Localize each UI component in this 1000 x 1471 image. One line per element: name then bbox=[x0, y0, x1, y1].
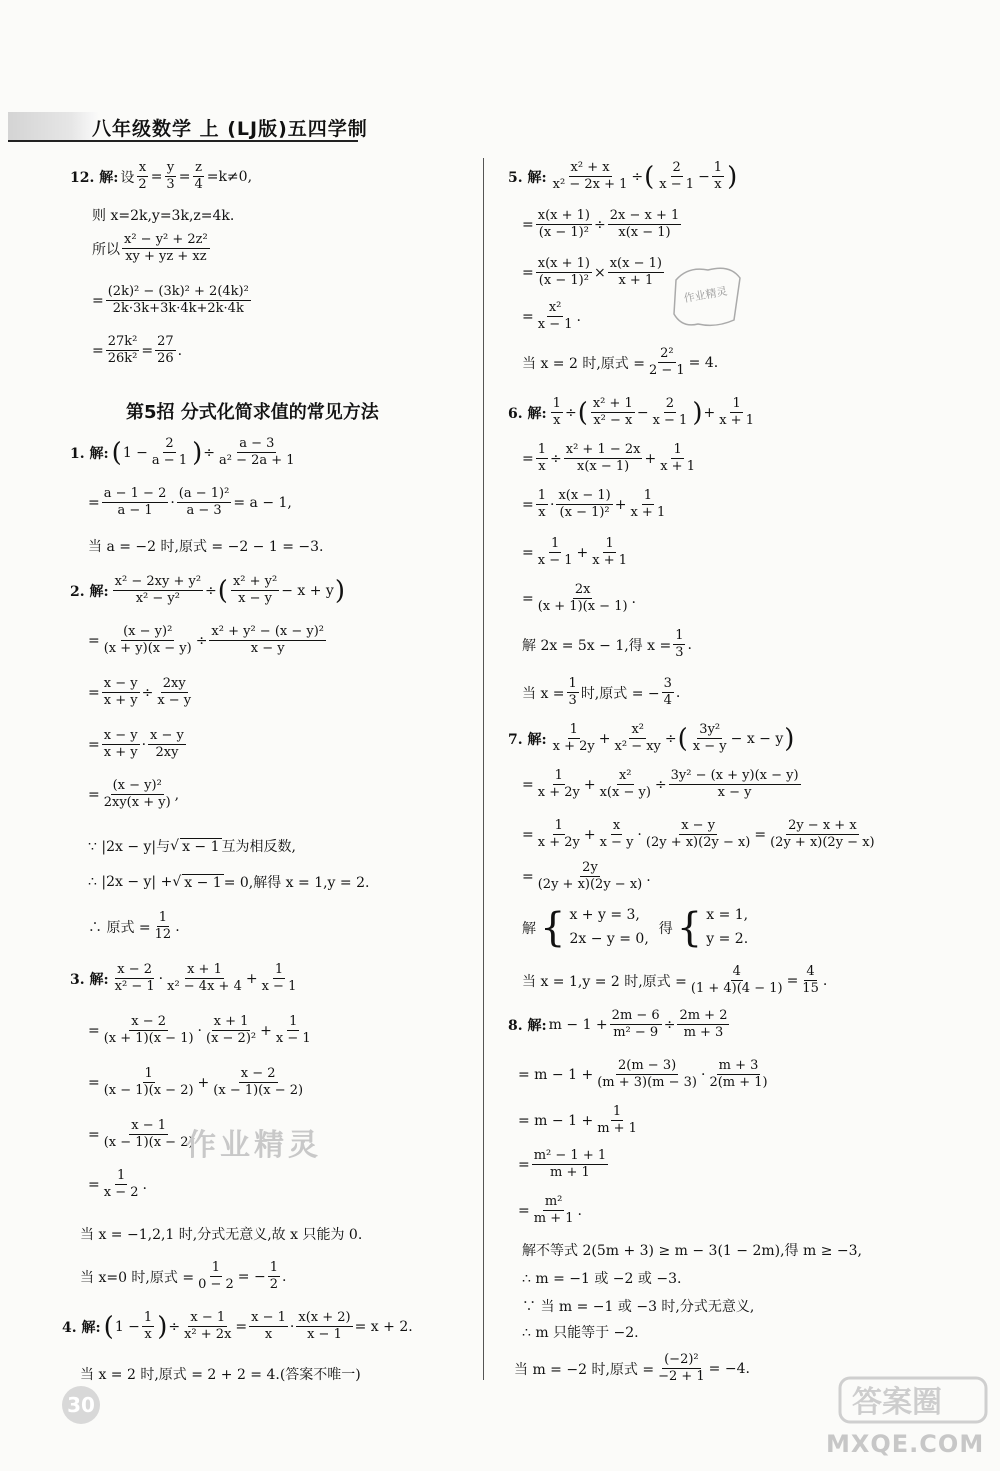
problem-8-line-3: = m − 1 + $\frac{1}{m + 1}$ bbox=[518, 1104, 637, 1137]
problem-6-line-6: 解 2x = 5x − 1,得 x = $\frac{1}{3}$ . bbox=[522, 628, 692, 661]
problem-8-line-8: ∵ 当 m = −1 或 −3 时,分式无意义, bbox=[522, 1299, 755, 1315]
problem-1-line-2: = $\frac{a - 1 - 2}{a - 1}$ · $\frac{\text{(a − 1)²}}{a - 3}$ = a − 1, bbox=[88, 486, 292, 519]
problem-2-line-6: ∵ |2x − y|与 √ x − 1 互为相反数, bbox=[88, 838, 296, 855]
watermark-faint-text: 作业精灵 bbox=[186, 1128, 322, 1163]
problem-3-line-6: 当 x = −1,2,1 时,分式无意义,故 x 只能为 0. bbox=[80, 1227, 363, 1243]
problem-12-line-5: = $\frac{\text{27k²}}{\text{26k²}}$ = $\frac{27}{26}$ . bbox=[92, 334, 183, 367]
problem-6-line-4: = $\frac{1}{x - 1}$ + $\frac{1}{x + 1}$ bbox=[522, 536, 627, 569]
problem-2-line-2: = $\frac{\text{(x − y)²}}{(x + y)(x - y)}$ ÷ $\frac{\text{x² + y² − (x − y)²}}{x - y}$ bbox=[88, 624, 325, 657]
problem-8-line-10: 当 m = −2 时,原式 = $\frac{\text{(−2)²}}{-2 + 1}$ = −4. bbox=[514, 1352, 750, 1385]
problem-8-line-2: = m − 1 + $\frac{2(m - 3)}{(m + 3)(m - 3)}$ · $\frac{m + 3}{2(m + 1)}$ bbox=[518, 1058, 768, 1091]
problem-7-line-5: 解 { x + y = 3, 2x − y = 0, 得 { x = 1, y = 2. bbox=[522, 904, 749, 951]
svg-text:作业精灵: 作业精灵 bbox=[682, 284, 729, 306]
problem-2-line-1: 2. 解: $\frac{\text{x² − 2xy + y²}}{\text{x² − y²}}$ ÷ ( $\frac{\text{x² + y²}}{x - y}$ − x + y ) bbox=[70, 574, 345, 607]
problem-5-line-3: = $\frac{x(x + 1)}{\text{(x − 1)²}}$ × $\frac{x(x - 1)}{x + 1}$ bbox=[522, 256, 662, 289]
problem-6-line-3: = $\frac{1}{x}$ · $\frac{x(x - 1)}{\text{(x − 1)²}}$ + $\frac{1}{x + 1}$ bbox=[522, 488, 666, 521]
problem-5-line-1: 5. 解: $\frac{\text{x² + x}}{\text{x² − 2x + 1}}$ ÷ ( $\frac{2}{x - 1}$ − $\frac{1}{x}$ ) bbox=[508, 160, 738, 193]
problem-2-line-8: ∴ 原式 = $\frac{1}{12}$ . bbox=[88, 910, 180, 943]
watermark-logo bbox=[838, 1374, 988, 1426]
problem-5-line-5: 当 x = 2 时,原式 = $\frac{\text{2²}}{2 - 1}$ = 4. bbox=[522, 346, 719, 379]
problem-4-line-2: 当 x = 2 时,原式 = 2 + 2 = 4.(答案不唯一) bbox=[80, 1367, 361, 1383]
problem-8-line-7: ∴ m = −1 或 −2 或 −3. bbox=[522, 1271, 682, 1287]
page-header-title: 八年级数学 上 (LJ版)五四学制 bbox=[92, 118, 368, 140]
problem-3-line-5: = $\frac{1}{x - 2}$ . bbox=[88, 1168, 147, 1201]
problem-6-line-2: = $\frac{1}{x}$ ÷ $\frac{\text{x² + 1 − 2x}}{x(x - 1)}$ + $\frac{1}{x + 1}$ bbox=[522, 442, 695, 475]
problem-8-line-4: = $\frac{\text{m² − 1 + 1}}{m + 1}$ bbox=[518, 1148, 607, 1181]
problem-12-line-1: 12. 解: 设 $\frac{x}{2}$ = $\frac{y}{3}$ = $\frac{z}{4}$ =k≠0, bbox=[70, 160, 253, 193]
problem-1-line-3: 当 a = −2 时,原式 = −2 − 1 = −3. bbox=[88, 539, 324, 555]
problem-8-line-6: 解不等式 2(5m + 3) ≥ m − 3(1 − 2m),得 m ≥ −3, bbox=[522, 1243, 862, 1259]
section-title: 第5招 分式化简求值的常见方法 bbox=[126, 402, 379, 423]
problem-4-line-1: 4. 解: ( 1 − $\frac{1}{x}$ ) ÷ $\frac{x - 1}{\text{x² + 2x}}$ = $\frac{x - 1}{x}$ · $\frac{x(x + 2)}{x - 1}$ = x + 2. bbox=[62, 1310, 413, 1343]
problem-3-line-7: 当 x=0 时,原式 = $\frac{1}{0 - 2}$ = − $\frac{1}{2}$ . bbox=[80, 1260, 287, 1293]
svg-text:答案圈: 答案圈 bbox=[852, 1385, 942, 1420]
problem-12-line-2: 则 x=2k,y=3k,z=4k. bbox=[92, 208, 235, 224]
problem-6-line-5: = $\frac{2x}{(x + 1)(x - 1)}$ . bbox=[522, 582, 636, 615]
page-number: 30 bbox=[62, 1386, 100, 1424]
stamp-seal bbox=[668, 262, 746, 332]
problem-5-line-4: = $\frac{\text{x²}}{x - 1}$ . bbox=[522, 300, 581, 333]
problem-2-line-3: = $\frac{x - y}{x + y}$ ÷ $\frac{2xy}{x - y}$ bbox=[88, 676, 192, 709]
problem-6-line-7: 当 x = $\frac{1}{3}$ 时,原式 = − $\frac{3}{4}$ . bbox=[522, 676, 681, 709]
problem-7-line-1: 7. 解: $\frac{1}{x + 2y}$ + $\frac{\text{x²}}{\text{x² − xy}}$ ÷ ( $\frac{\text{3y²}}{x - y}$ − x − y ) bbox=[508, 722, 795, 755]
problem-5-line-2: = $\frac{x(x + 1)}{\text{(x − 1)²}}$ ÷ $\frac{2x - x + 1}{x(x - 1)}$ bbox=[522, 208, 680, 241]
problem-3-line-1: 3. 解: $\frac{x - 2}{\text{x² − 1}}$ · $\frac{x + 1}{\text{x² − 4x + 4}}$ + $\frac{1}{x - 1}$ bbox=[70, 962, 297, 995]
problem-number: 12. 解: bbox=[70, 169, 119, 186]
problem-6-line-1: 6. 解: $\frac{1}{x}$ ÷ ( $\frac{\text{x² + 1}}{\text{x² − x}}$ − $\frac{2}{x - 1}$ ) + $\frac{1}{x + 1}$ bbox=[508, 396, 754, 429]
problem-8-line-9: ∴ m 只能等于 −2. bbox=[522, 1325, 639, 1341]
problem-8-line-5: = $\frac{\text{m²}}{m + 1}$ . bbox=[518, 1194, 582, 1227]
problem-12-line-3: 所以 $\frac{\text{x² − y² + 2z²}}{xy + yz + xz}$ bbox=[92, 232, 208, 265]
problem-2-line-4: = $\frac{x - y}{x + y}$ · $\frac{x - y}{2xy}$ bbox=[88, 728, 184, 761]
problem-7-line-4: = $\frac{2y}{(2y + x)(2y - x)}$ . bbox=[522, 860, 651, 893]
problem-3-line-4: = $\frac{x - 1}{(x - 1)(x - 2)}$ bbox=[88, 1118, 194, 1151]
column-divider bbox=[483, 158, 484, 1380]
problem-2-line-5: = $\frac{\text{(x − y)²}}{2xy(x + y)}$ , bbox=[88, 778, 180, 811]
problem-7-line-2: = $\frac{1}{x + 2y}$ + $\frac{\text{x²}}{x(x - y)}$ ÷ $\frac{\text{3y² − (x + y)(x − y)}}{x - y}$ bbox=[522, 768, 799, 801]
problem-3-line-2: = $\frac{x - 2}{(x + 1)(x - 1)}$ · $\frac{x + 1}{\text{(x − 2)²}}$ + $\frac{1}{x - 1}$ bbox=[88, 1014, 311, 1047]
problem-3-line-3: = $\frac{1}{(x - 1)(x - 2)}$ + $\frac{x - 2}{(x - 1)(x - 2)}$ bbox=[88, 1066, 304, 1099]
problem-1-line-1: 1. 解: ( 1 − $\frac{2}{a - 1}$ ) ÷ $\frac{a - 3}{\text{a² − 2a + 1}}$ bbox=[70, 436, 295, 469]
problem-7-line-3: = $\frac{1}{x + 2y}$ + $\frac{x}{x - y}$ · $\frac{x - y}{(2y + x)(2y - x)}$ = $\frac{2y - x + x}{(2y + x)(2y - x)}$ bbox=[522, 818, 875, 851]
watermark-url: MXQE.COM bbox=[826, 1430, 985, 1458]
problem-2-line-7: ∴ |2x − y| + √ x − 1 = 0,解得 x = 1,y = 2. bbox=[88, 874, 370, 891]
problem-7-line-6: 当 x = 1,y = 2 时,原式 = $\frac{4}{(1 + 4)(4 - 1)}$ = $\frac{4}{15}$ . bbox=[522, 964, 828, 997]
problem-12-line-4: = $\frac{\text{(2k)² − (3k)² + 2(4k)²}}{2k\cdot 3k+3k\cdot 4k+2k\cdot 4k}$ bbox=[92, 284, 249, 317]
problem-8-line-1: 8. 解: m − 1 + $\frac{2m - 6}{\text{m² − 9}}$ ÷ $\frac{2m + 2}{m + 3}$ bbox=[508, 1008, 728, 1041]
